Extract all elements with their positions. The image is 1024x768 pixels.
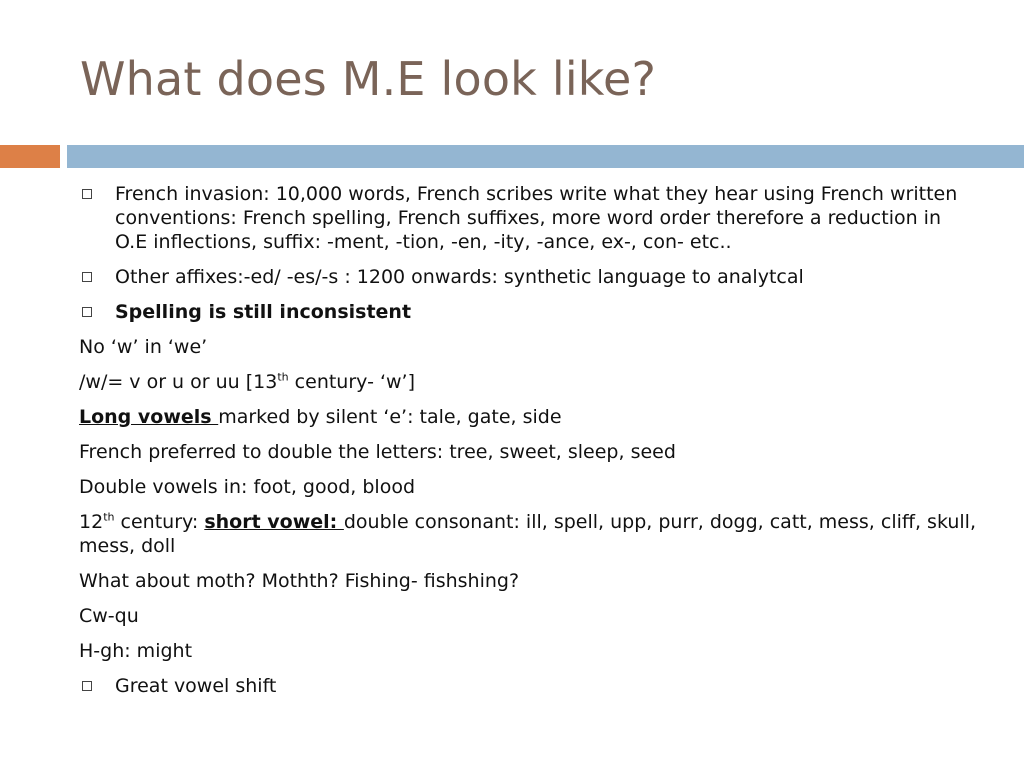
item-text: H-gh: might (79, 640, 193, 662)
hollow-square-icon (82, 272, 92, 282)
list-item (79, 569, 979, 593)
item-text: 12th century: short vowel: double consonant: ill, spell, upp, purr, dogg, catt, mess, cliff, skull, mess, doll (79, 510, 976, 557)
list-item (79, 405, 979, 429)
list-item (79, 604, 979, 628)
list-item (79, 370, 979, 394)
list-item (79, 182, 979, 254)
item-text: Spelling is still inconsistent (115, 301, 412, 323)
item-text: Double vowels in: foot, good, blood (79, 476, 416, 498)
slide-content (79, 182, 979, 709)
list-item (79, 300, 979, 324)
accent-bar-orange (0, 145, 60, 168)
list-item (79, 265, 979, 289)
accent-bar-blue (67, 145, 1024, 168)
hollow-square-icon (82, 189, 92, 199)
short-vowel-term: short vowel: (204, 511, 344, 533)
list-item (79, 335, 979, 359)
item-text: Great vowel shift (115, 675, 277, 697)
list-item (79, 440, 979, 464)
long-vowels-term: Long vowels (79, 406, 219, 428)
item-text: Other affixes:-ed/ -es/-s : 1200 onwards: synthetic language to analytcal (115, 266, 804, 288)
item-text: What about moth? Mothth? Fishing- fishshing? (79, 570, 520, 592)
item-text: French preferred to double the letters: tree, sweet, sleep, seed (79, 441, 676, 463)
list-item (79, 510, 979, 558)
item-text: French invasion: 10,000 words, French scribes write what they hear using French written conventions: French spelling, French suffixes, more word order therefore a reduction in O.E inflections, suffix: -ment, -tion, -en, -ity, -ance, ex-, con- etc.. (115, 183, 958, 253)
list-item (79, 475, 979, 499)
hollow-square-icon (82, 307, 92, 317)
item-text: Cw-qu (79, 605, 139, 627)
list-item (79, 639, 979, 663)
item-text: Long vowels marked by silent ‘e’: tale, gate, side (79, 406, 562, 428)
list-item (79, 674, 979, 698)
item-text: /w/= v or u or uu [13th century- ‘w’] (79, 370, 415, 393)
slide-title: What does M.E look like? (80, 52, 657, 106)
item-text: No ‘w’ in ‘we’ (79, 336, 208, 358)
hollow-square-icon (82, 681, 92, 691)
